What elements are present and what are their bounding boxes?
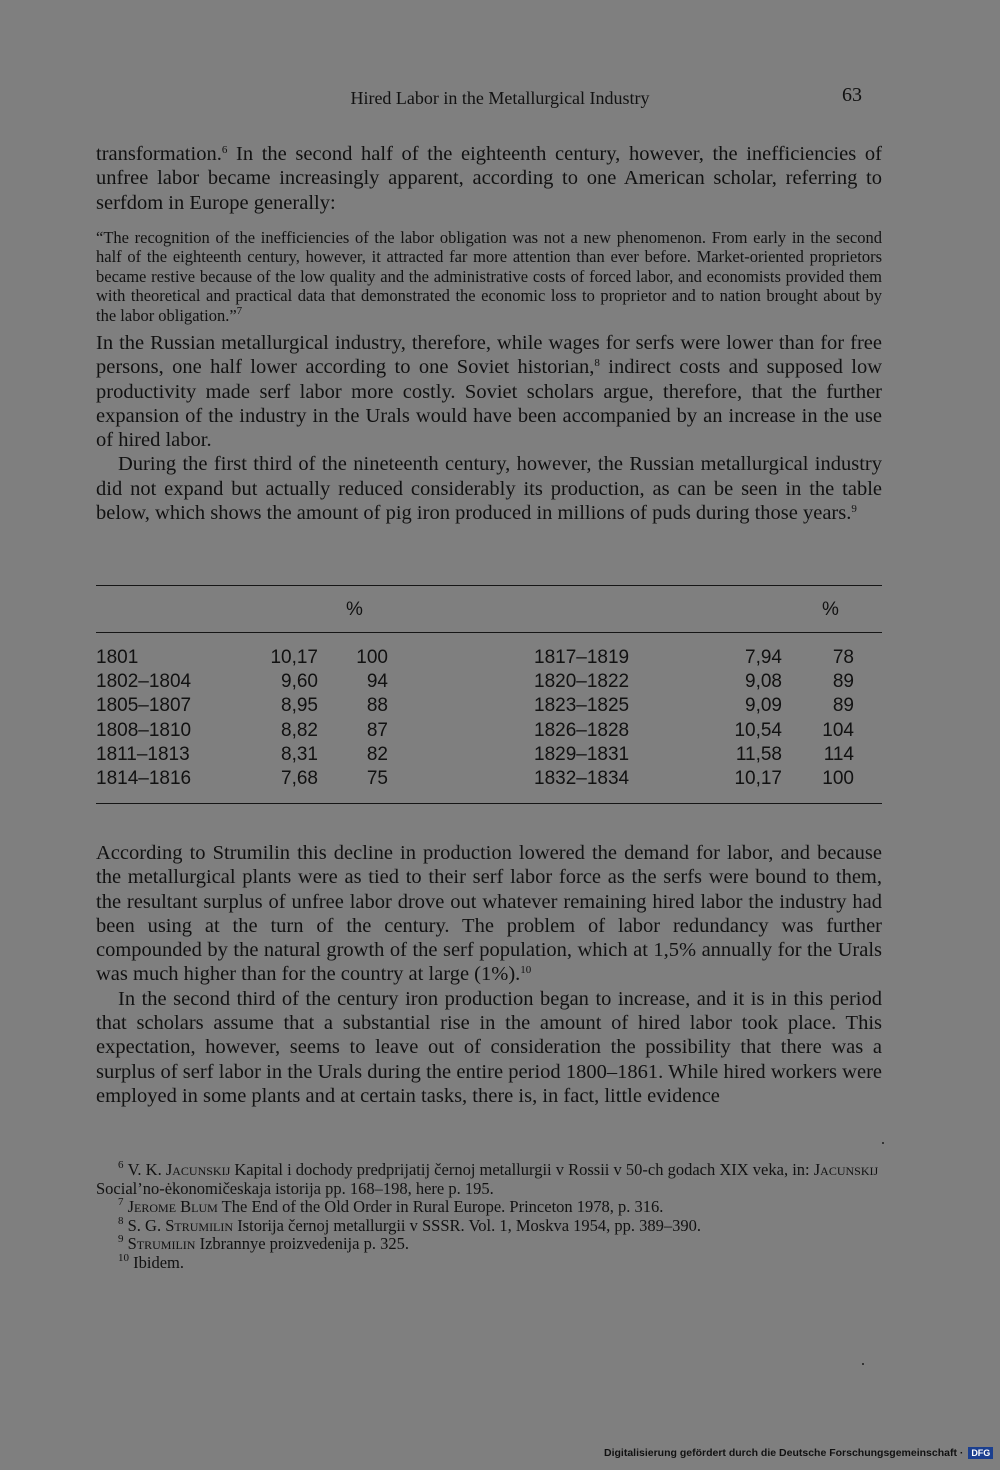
footnote-number: 6 [118, 1159, 124, 1171]
table-cell-value: 9,60 [281, 671, 318, 693]
footnote-item [96, 1214, 896, 1236]
paragraph-text: transformation. [96, 143, 222, 165]
footnote-author: S. G. Strumilin [127, 1215, 234, 1235]
table-cell-value: 7,94 [745, 647, 782, 668]
paragraph-text: indirect costs and supposed low productivity made serf labor more costly. Soviet scholars argue, therefore, that the further expansion of the industry in the Urals would have been accompanied by an increase in the use of hired labor. [96, 356, 882, 452]
footnote-text: Istorija černoj metallurgii v SSSR. Vol. 1, Moskva 1954, pp. 389–390. [233, 1215, 702, 1235]
footnote-number: 9 [118, 1233, 124, 1246]
table-cell-percent: 89 [832, 695, 854, 717]
footnote-author: Jacunskij [813, 1160, 879, 1179]
footnote-text: Izbrannye proizvedenija p. 325. [195, 1234, 409, 1254]
pig-iron-table [96, 585, 882, 807]
footnote-number: 10 [118, 1251, 129, 1264]
table-header-rule [96, 632, 882, 633]
footnote-author: Strumilin [127, 1234, 196, 1254]
table-cell-period: 1832–1834 [534, 768, 630, 789]
table-cell-percent: 78 [832, 647, 854, 668]
dfg-logo: DFG [968, 1447, 993, 1459]
table-cell-value: 8,95 [281, 695, 318, 717]
paragraph-text: In the second half of the eighteenth century, however, the inefficiencies of unfree labor became increasingly apparent, according to one American scholar, referring to serfdom in Europe generally: [96, 143, 882, 214]
table-cell-period: 1808–1810 [96, 719, 192, 741]
table-cell-percent: 114 [823, 743, 854, 765]
table-cell-period: 1805–1807 [96, 695, 192, 717]
table-cell-period: 1814–1816 [96, 768, 192, 789]
running-head: Hired Labor in the Metallurgical Industry [350, 88, 650, 108]
table-cell-percent: 75 [366, 768, 388, 789]
digitization-credit [604, 1447, 993, 1459]
table-cell-percent: 100 [356, 647, 388, 668]
footnote-text: Kapital i dochody predprijatij černoj metallurgii v Rossii v 50-ch godach XIX veka, in: [230, 1160, 814, 1179]
table-cell-value: 9,08 [745, 671, 782, 693]
paragraph-strumilin [96, 841, 882, 1108]
table-cell-value: 8,31 [281, 743, 318, 765]
table-cell-value: 10,17 [270, 647, 318, 668]
scan-speck [882, 1142, 884, 1144]
table-cell-percent: 104 [822, 719, 854, 741]
table-cell-percent: 89 [832, 671, 854, 693]
block-quote [96, 228, 882, 325]
table-cell-percent: 87 [366, 719, 388, 741]
table-cell-period: 1801 [96, 647, 139, 668]
table-cell-value: 10,54 [734, 719, 782, 741]
table-cell-value: 11,58 [735, 743, 782, 765]
table-cell-period: 1823–1825 [534, 695, 630, 717]
footnote-text: Ibidem. [133, 1252, 184, 1272]
paragraph-russian-industry [96, 331, 882, 525]
credit-text: Digitalisierung gefördert durch die Deutsche Forschungsgemeinschaft · [604, 1447, 964, 1459]
page-number: 63 [842, 84, 862, 106]
footnote-ref: 7 [236, 304, 243, 317]
quote-text: “The recognition of the inefficiencies of the labor obligation was not a new phenomenon. From early in the second half of the eighteenth century, however, it attracted far more attention than ever before. Market-oriented proprietors became restive because of the low quality and the administrative costs of forced labor, and economists provided them with theoretical and practical data that demonstrated the economic loss to proprietor and to nation brought about by the labor obligation.” [96, 228, 882, 325]
footnote-author: V. K. Jacunskij [127, 1160, 231, 1179]
footnote-item [96, 1161, 896, 1198]
footnote-text: The End of the Old Order in Rural Europe. Princeton 1978, p. 316. [217, 1197, 664, 1217]
table-header-pct-right: % [822, 599, 839, 620]
table-cell-period: 1802–1804 [96, 671, 192, 693]
table-header-pct-left: % [346, 599, 363, 620]
footnote-item [96, 1251, 896, 1273]
footnote-ref: 6 [221, 144, 228, 156]
footnote-ref: 9 [851, 503, 857, 516]
paragraph-text: According to Strumilin this decline in production lowered the demand for labor, and because the metallurgical plants were as tied to their serf labor force as the serfs were bound to them, the resultant surplus of unfree labor drove out whatever remaining hired labor the industry had been using at the turn of the century. The problem of labor redundancy was further compounded by the natural growth of the serf population, which at 1,5% annually for the Urals was much higher than for the country at large (1%). [96, 842, 882, 986]
footnote-text: Social’no-ėkonomičeskaja istorija pp. 168–198, here p. 195. [96, 1178, 494, 1198]
table-cell-period: 1820–1822 [534, 671, 630, 693]
table-top-rule [96, 585, 882, 586]
footnote-ref: 10 [520, 964, 532, 977]
table-cell-percent: 100 [822, 768, 854, 789]
paragraph-text: During the first third of the nineteenth century, however, the Russian metallurgical industry did not expand but actually reduced considerably its production, as can be seen in the table below, which shows the amount of pig iron produced in millions of puds during those years. [96, 453, 882, 525]
table-cell-period: 1817–1819 [534, 647, 630, 668]
table-bottom-rule [96, 803, 882, 804]
table-cell-percent: 94 [366, 671, 388, 693]
table-cell-value: 9,09 [745, 695, 782, 717]
footnote-number: 8 [118, 1214, 124, 1227]
paragraph-text: In the second third of the century iron production began to increase, and it is in this period that scholars assume that a substantial rise in the amount of hired labor took place. This expectation, however, seems to leave out of consideration the possibility that there was a surplus of serf labor in the Urals during the entire period 1800–1861. While hired workers were employed in some plants and at certain tasks, there is, in fact, little evidence [96, 987, 882, 1107]
table-cell-value: 10,17 [734, 768, 782, 789]
footnote-ref: 8 [594, 357, 600, 370]
table-cell-period: 1826–1828 [534, 719, 630, 741]
footnote-item [96, 1198, 896, 1217]
table-cell-value: 8,82 [281, 719, 318, 741]
footnote-number: 7 [118, 1196, 124, 1209]
table-cell-percent: 88 [366, 695, 388, 717]
paragraph-text: In the Russian metallurgical industry, therefore, while wages for serfs were lower than for free persons, one half lower according to one Soviet historian, [96, 332, 882, 379]
scan-speck [862, 1363, 864, 1365]
footnote-item [96, 1235, 896, 1254]
paragraph-intro [96, 142, 882, 215]
footnotes [96, 1161, 896, 1273]
footnote-author: Jerome Blum [127, 1197, 218, 1217]
table-cell-percent: 82 [366, 743, 388, 765]
table-cell-value: 7,68 [281, 768, 318, 789]
table-cell-period: 1811–1813 [96, 743, 190, 765]
table-cell-period: 1829–1831 [534, 743, 630, 765]
